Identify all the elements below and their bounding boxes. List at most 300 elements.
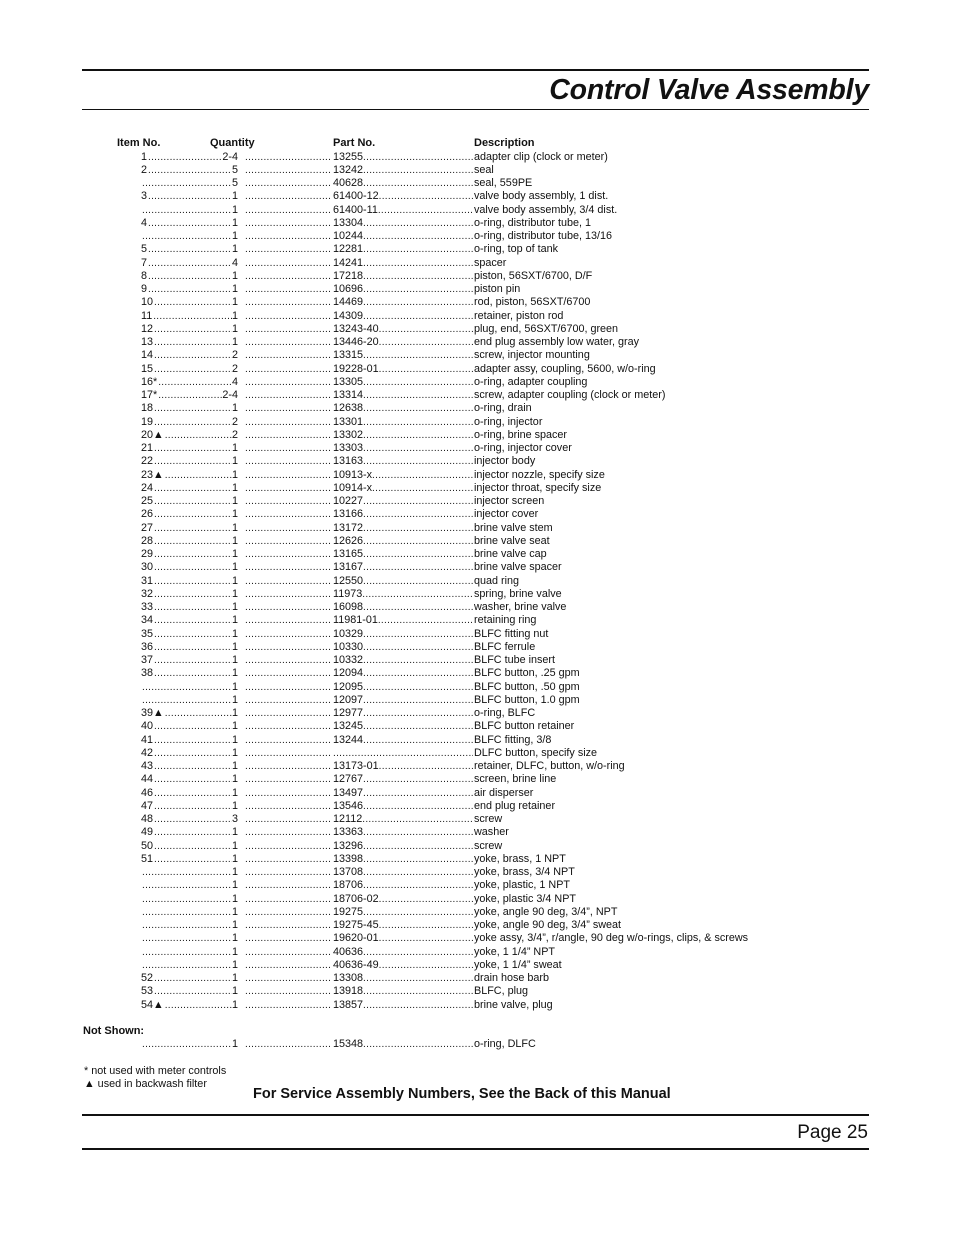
- leader-dots: [363, 787, 473, 800]
- leader-dots: [379, 919, 473, 932]
- description: screw, injector mounting: [474, 349, 590, 362]
- description: piston, 56SXT/6700, D/F: [474, 269, 593, 282]
- part-number: 10244: [333, 230, 364, 242]
- quantity: 1: [231, 786, 238, 799]
- part-number: 13244: [333, 733, 364, 746]
- quantity: 1: [231, 521, 238, 534]
- leader-dots: [154, 601, 232, 614]
- table-row: [0, 296, 954, 309]
- part-number: 13301: [333, 415, 364, 428]
- part-number: 61400-12: [333, 190, 379, 203]
- item-number: 21: [141, 442, 154, 454]
- table-row: [0, 681, 954, 694]
- part-number: 10329: [333, 627, 364, 640]
- quantity: 1: [231, 243, 238, 256]
- quantity: 3: [231, 813, 238, 825]
- leader-dots: [245, 813, 331, 826]
- part-number: 40628: [333, 177, 364, 189]
- quantity: 1: [231, 919, 238, 931]
- part-number: 12112: [333, 813, 363, 825]
- part-number: 18706-02: [333, 892, 379, 905]
- table-row: [0, 230, 954, 243]
- leader-dots: [142, 681, 232, 694]
- leader-dots: [245, 893, 331, 906]
- description: brine valve cap: [474, 548, 547, 560]
- item-number: 39▲: [141, 707, 164, 719]
- table-row: [0, 866, 954, 879]
- leader-dots: [245, 323, 331, 336]
- description: o-ring, distributor tube, 13/16: [474, 230, 613, 242]
- leader-dots: [363, 508, 473, 521]
- table-row: [0, 800, 954, 813]
- leader-dots: [363, 654, 473, 667]
- leader-dots: [245, 535, 331, 548]
- description: valve body assembly, 3/4 dist.: [474, 203, 618, 216]
- leader-dots: [379, 323, 473, 336]
- part-number: 12094: [333, 667, 364, 680]
- table-row: [0, 283, 954, 296]
- table-row: [0, 535, 954, 548]
- item-number: 52: [141, 972, 154, 984]
- leader-dots: [142, 1038, 232, 1051]
- table-row: [0, 760, 954, 773]
- leader-dots: [245, 429, 331, 442]
- leader-dots: [142, 694, 232, 707]
- description: o-ring, brine spacer: [474, 428, 568, 441]
- description: injector nozzle, specify size: [474, 468, 605, 481]
- table-row: [0, 919, 954, 932]
- leader-dots: [363, 628, 473, 641]
- part-number: 13296: [333, 839, 364, 852]
- leader-dots: [148, 243, 232, 256]
- quantity: 1: [231, 283, 238, 295]
- table-row: [0, 495, 954, 508]
- part-number: 13315: [333, 349, 364, 362]
- table-row: [0, 177, 954, 190]
- part-number: 13303: [333, 442, 364, 454]
- part-number: 19620-01: [333, 932, 379, 945]
- description: o-ring, DLFC: [474, 1038, 536, 1050]
- page-rule-top: [82, 1114, 869, 1116]
- leader-dots: [363, 177, 473, 190]
- leader-dots: [363, 402, 473, 415]
- leader-dots: [363, 999, 473, 1012]
- leader-dots: [245, 296, 331, 309]
- item-number: 27: [141, 521, 154, 534]
- page-title: Control Valve Assembly: [549, 74, 869, 106]
- description: rod, piston, 56SXT/6700: [474, 296, 591, 309]
- leader-dots: [245, 628, 331, 641]
- part-number: 17218: [333, 269, 364, 282]
- item-number: 28: [141, 534, 154, 547]
- item-number: 24: [141, 481, 154, 494]
- item-number: 9: [141, 283, 148, 295]
- leader-dots: [165, 999, 232, 1012]
- leader-dots: [363, 522, 473, 535]
- leader-dots: [363, 561, 473, 574]
- description: o-ring, BLFC: [474, 707, 536, 719]
- description: DLFC button, specify size: [474, 746, 598, 759]
- leader-dots: [148, 190, 232, 203]
- leader-dots: [154, 548, 232, 561]
- leader-dots: [245, 1038, 331, 1051]
- leader-dots: [245, 667, 331, 680]
- quantity: 1: [231, 230, 238, 242]
- leader-dots: [245, 363, 331, 376]
- description: BLFC button, 1.0 gpm: [474, 693, 580, 706]
- leader-dots: [363, 283, 473, 296]
- leader-dots: [245, 787, 331, 800]
- leader-dots: [333, 747, 473, 760]
- part-number: 13308: [333, 972, 364, 984]
- description: yoke, angle 90 deg, 3/4” sweat: [474, 919, 622, 931]
- description: quad ring: [474, 574, 520, 587]
- description: o-ring, adapter coupling: [474, 375, 588, 388]
- item-number: 49: [141, 826, 154, 839]
- item-number: 22: [141, 455, 154, 468]
- leader-dots: [379, 893, 473, 906]
- item-number: 51: [141, 852, 154, 865]
- leader-dots: [245, 707, 331, 720]
- leader-dots: [379, 336, 473, 349]
- part-number: 19228-01: [333, 362, 379, 375]
- leader-dots: [363, 575, 473, 588]
- item-number: 10: [141, 296, 154, 309]
- description: BLFC fitting, 3/8: [474, 733, 552, 746]
- quantity: 4: [231, 256, 238, 269]
- part-number: 12767: [333, 773, 364, 786]
- item-number: 50: [141, 839, 154, 852]
- leader-dots: [142, 177, 232, 190]
- quantity: 1: [231, 190, 238, 203]
- description: screw, adapter coupling (clock or meter): [474, 389, 666, 401]
- item-number: 35: [141, 627, 154, 640]
- part-number: 14241: [333, 256, 364, 269]
- description: injector throat, specify size: [474, 481, 602, 494]
- table-row: [0, 628, 954, 641]
- description: yoke, 1 1/4” NPT: [474, 945, 556, 958]
- leader-dots: [154, 535, 232, 548]
- leader-dots: [363, 151, 473, 164]
- item-number: 40: [141, 720, 154, 733]
- table-row: [0, 204, 954, 217]
- part-number: 13918: [333, 985, 364, 998]
- quantity: 1: [231, 627, 238, 640]
- item-number: 1: [141, 150, 148, 163]
- table-row: [0, 349, 954, 362]
- leader-dots: [245, 482, 331, 495]
- quantity: 1: [231, 336, 238, 348]
- leader-dots: [154, 747, 232, 760]
- table-row: [0, 522, 954, 535]
- table-row: [0, 773, 954, 786]
- leader-dots: [142, 230, 232, 243]
- quantity: 1: [231, 654, 238, 666]
- description: o-ring, injector cover: [474, 442, 572, 454]
- description: yoke assy, 3/4”, r/angle, 90 deg w/o-rings, clips, & screws: [474, 932, 749, 945]
- description: plug, end, 56SXT/6700, green: [474, 322, 619, 335]
- leader-dots: [245, 270, 331, 283]
- description: spring, brine valve: [474, 587, 562, 600]
- leader-dots: [363, 243, 473, 256]
- leader-dots: [154, 614, 232, 627]
- item-number: 29: [141, 548, 154, 560]
- description: brine valve spacer: [474, 561, 562, 574]
- table-row: [0, 932, 954, 945]
- leader-dots: [372, 469, 473, 482]
- description: retainer, piston rod: [474, 309, 564, 322]
- footnote-meter: * not used with meter controls: [84, 1065, 227, 1077]
- leader-dots: [245, 469, 331, 482]
- quantity: 2-4: [222, 150, 238, 163]
- item-number: 41: [141, 733, 154, 746]
- description: BLFC, plug: [474, 985, 529, 998]
- item-number: 48: [141, 813, 154, 825]
- leader-dots: [245, 204, 331, 217]
- description: BLFC button, .50 gpm: [474, 680, 580, 693]
- leader-dots: [154, 296, 232, 309]
- description: o-ring, top of tank: [474, 243, 559, 256]
- part-number: 13857: [333, 998, 364, 1011]
- leader-dots: [154, 654, 232, 667]
- leader-dots: [245, 190, 331, 203]
- part-number: 13163: [333, 455, 364, 468]
- table-row: [0, 455, 954, 468]
- leader-dots: [154, 972, 232, 985]
- part-number: 11973: [333, 587, 363, 600]
- item-number: 47: [141, 799, 154, 812]
- description: end plug assembly low water, gray: [474, 336, 640, 348]
- leader-dots: [245, 177, 331, 190]
- part-number: 61400-11: [333, 203, 378, 216]
- quantity: 5: [231, 163, 238, 176]
- leader-dots: [142, 919, 232, 932]
- quantity: 1: [231, 481, 238, 494]
- quantity: 1: [231, 442, 238, 454]
- table-row: [0, 575, 954, 588]
- page-number: Page 25: [797, 1122, 868, 1143]
- leader-dots: [363, 376, 473, 389]
- description: spacer: [474, 256, 507, 269]
- leader-dots: [362, 588, 473, 601]
- leader-dots: [245, 442, 331, 455]
- quantity: 1: [231, 905, 238, 918]
- item-number: 14: [141, 349, 154, 362]
- table-row: [0, 151, 954, 164]
- item-number: 23▲: [141, 468, 164, 481]
- leader-dots: [154, 800, 232, 813]
- table-row: [0, 946, 954, 959]
- leader-dots: [245, 575, 331, 588]
- part-number: 12095: [333, 680, 364, 693]
- quantity: 1: [231, 707, 238, 719]
- part-number: 10913-x: [333, 468, 373, 481]
- part-number: 13363: [333, 826, 364, 839]
- leader-dots: [154, 588, 232, 601]
- quantity: 1: [231, 892, 238, 905]
- item-number: 16*: [141, 375, 158, 388]
- leader-dots: [142, 879, 232, 892]
- leader-dots: [154, 349, 232, 362]
- leader-dots: [379, 932, 473, 945]
- leader-dots: [154, 734, 232, 747]
- description: yoke, brass, 3/4 NPT: [474, 866, 575, 878]
- item-number: 2: [141, 163, 148, 176]
- part-number: 11981-01: [333, 614, 378, 627]
- leader-dots: [363, 310, 473, 323]
- part-number: 12281: [333, 243, 364, 256]
- table-row: [0, 614, 954, 627]
- leader-dots: [245, 985, 331, 998]
- description: o-ring, drain: [474, 402, 532, 415]
- table-row: [0, 376, 954, 389]
- leader-dots: [363, 429, 473, 442]
- part-number: 40636: [333, 945, 364, 958]
- item-number: 38: [141, 667, 154, 680]
- part-number: 13446-20: [333, 336, 379, 348]
- leader-dots: [154, 561, 232, 574]
- part-number: 13242: [333, 163, 364, 176]
- table-row: [0, 813, 954, 826]
- quantity: 1: [231, 998, 238, 1011]
- leader-dots: [245, 243, 331, 256]
- leader-dots: [154, 787, 232, 800]
- quantity: 1: [231, 587, 238, 600]
- leader-dots: [154, 853, 232, 866]
- leader-dots: [148, 164, 232, 177]
- part-number: 13302: [333, 428, 364, 441]
- item-number: 31: [141, 574, 154, 587]
- leader-dots: [154, 336, 232, 349]
- part-number: 15348: [333, 1038, 364, 1050]
- leader-dots: [363, 840, 473, 853]
- description: yoke, 1 1/4” sweat: [474, 958, 562, 971]
- leader-dots: [154, 628, 232, 641]
- leader-dots: [245, 866, 331, 879]
- description: retainer, DLFC, button, w/o-ring: [474, 760, 625, 772]
- table-row: [0, 469, 954, 482]
- description: screw: [474, 813, 503, 825]
- leader-dots: [363, 853, 473, 866]
- quantity: 1: [231, 879, 238, 892]
- item-number: 53: [141, 985, 154, 998]
- description: valve body assembly, 1 dist.: [474, 190, 609, 203]
- leader-dots: [154, 402, 232, 415]
- leader-dots: [245, 773, 331, 786]
- table-row: [0, 1038, 954, 1051]
- description: BLFC tube insert: [474, 654, 556, 666]
- leader-dots: [154, 840, 232, 853]
- leader-dots: [379, 363, 473, 376]
- leader-dots: [154, 813, 232, 826]
- leader-dots: [154, 508, 232, 521]
- item-number: 30: [141, 561, 154, 574]
- description: seal: [474, 163, 494, 176]
- part-number: 12638: [333, 402, 364, 415]
- item-number: 42: [141, 746, 154, 759]
- column-header-quantity: Quantity: [210, 137, 255, 149]
- service-note: For Service Assembly Numbers, See the Back of this Manual: [253, 1086, 671, 1102]
- leader-dots: [245, 826, 331, 839]
- quantity: 1: [231, 760, 238, 772]
- part-number: 14309: [333, 309, 364, 322]
- leader-dots: [154, 773, 232, 786]
- column-header-part: Part No.: [333, 137, 376, 149]
- item-number: 33: [141, 601, 154, 613]
- description: BLFC ferrule: [474, 640, 536, 653]
- table-row: [0, 257, 954, 270]
- part-number: 13304: [333, 216, 364, 229]
- table-row: [0, 720, 954, 733]
- table-row: [0, 694, 954, 707]
- leader-dots: [245, 508, 331, 521]
- table-row: [0, 667, 954, 680]
- leader-dots: [245, 283, 331, 296]
- leader-dots: [245, 720, 331, 733]
- leader-dots: [245, 879, 331, 892]
- leader-dots: [154, 482, 232, 495]
- leader-dots: [363, 773, 473, 786]
- leader-dots: [245, 522, 331, 535]
- item-number: 11: [141, 309, 153, 322]
- leader-dots: [363, 455, 473, 468]
- description: injector body: [474, 455, 536, 468]
- quantity: 1: [231, 402, 238, 415]
- leader-dots: [148, 270, 232, 283]
- leader-dots: [245, 601, 331, 614]
- part-number: 10696: [333, 283, 364, 295]
- table-row: [0, 389, 954, 402]
- table-row: [0, 906, 954, 919]
- leader-dots: [379, 190, 473, 203]
- table-row: [0, 363, 954, 376]
- part-number: 13546: [333, 799, 364, 812]
- quantity: 1: [231, 972, 238, 984]
- item-number: 36: [141, 640, 154, 653]
- leader-dots: [363, 720, 473, 733]
- description: air disperser: [474, 786, 534, 799]
- leader-dots: [165, 429, 232, 442]
- leader-dots: [363, 707, 473, 720]
- table-row: [0, 416, 954, 429]
- leader-dots: [363, 416, 473, 429]
- quantity: 2: [231, 349, 238, 362]
- leader-dots: [142, 204, 232, 217]
- quantity: 2: [231, 428, 238, 441]
- quantity: 1: [231, 269, 238, 282]
- leader-dots: [363, 548, 473, 561]
- leader-dots: [245, 747, 331, 760]
- description: adapter clip (clock or meter): [474, 150, 608, 163]
- quantity: 1: [231, 601, 238, 613]
- part-number: 13173-01: [333, 760, 379, 772]
- table-row: [0, 734, 954, 747]
- description: BLFC button, .25 gpm: [474, 667, 580, 680]
- leader-dots: [378, 204, 473, 217]
- leader-dots: [363, 230, 473, 243]
- quantity: 1: [231, 309, 238, 322]
- leader-dots: [245, 932, 331, 945]
- description: brine valve stem: [474, 521, 553, 534]
- table-row: [0, 561, 954, 574]
- leader-dots: [363, 906, 473, 919]
- item-number: 15: [141, 362, 154, 375]
- leader-dots: [245, 840, 331, 853]
- leader-dots: [245, 681, 331, 694]
- table-row: [0, 853, 954, 866]
- part-number: 10914-x: [333, 481, 373, 494]
- item-number: 3: [141, 190, 148, 203]
